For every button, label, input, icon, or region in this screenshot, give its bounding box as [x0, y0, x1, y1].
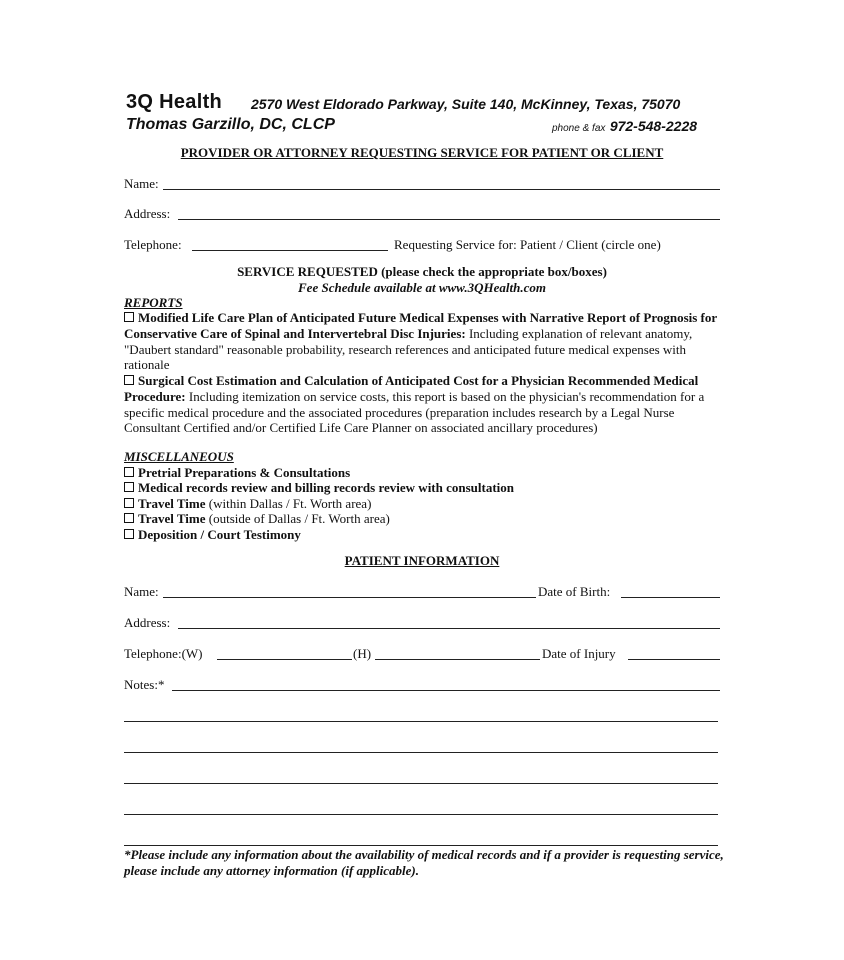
notes-field-line-4[interactable] [124, 783, 718, 784]
footnote: *Please include any information about the availability of medical records and if a provider is requesting service, please include any attorney information (if applicable). [124, 847, 724, 878]
notes-field-line-1[interactable] [172, 690, 720, 691]
patient-injury-field[interactable] [628, 659, 720, 660]
requester-address-label: Address: [124, 206, 171, 221]
notes-label: Notes:* [124, 677, 165, 692]
patient-telephone-h-field[interactable] [375, 659, 540, 660]
requester-name-label: Name: [124, 176, 159, 191]
notes-field-line-5[interactable] [124, 814, 718, 815]
header-address: 2570 West Eldorado Parkway, Suite 140, McKinney, Texas, 75070 [251, 96, 681, 112]
requester-section-title: PROVIDER OR ATTORNEY REQUESTING SERVICE FOR PATIENT OR CLIENT [180, 145, 664, 160]
misc-item-travel-outside [124, 511, 390, 527]
surgical-cost-checkbox[interactable] [124, 375, 134, 385]
service-title: SERVICE REQUESTED (please check the appropriate box/boxes) [237, 264, 607, 279]
report1-title: Modified Life Care Plan of Anticipated Future Medical Expenses with Narrative Report of Prognosis for Conservative Care of Spinal and Intervertebral Disc Injuries: [124, 310, 717, 341]
phone-block [552, 118, 697, 136]
travel-within-checkbox[interactable] [124, 498, 134, 508]
report-option-life-care-plan [124, 310, 724, 373]
requester-name-field[interactable] [163, 189, 720, 190]
misc-item-label: Pretrial Preparations & Consultations [138, 465, 351, 480]
misc-item-pretrial [124, 465, 350, 481]
patient-telephone-h-label: (H) [353, 646, 372, 661]
misc-item-detail: (within Dallas / Ft. Worth area) [205, 496, 372, 511]
travel-outside-checkbox[interactable] [124, 513, 134, 523]
provider-name: Thomas Garzillo, DC, CLCP [126, 116, 335, 133]
patient-telephone-w-field[interactable] [217, 659, 352, 660]
patient-telephone-w-label: Telephone:(W) [124, 646, 203, 661]
patient-address-field[interactable] [178, 628, 720, 629]
brand-name: 3Q Health [126, 91, 223, 113]
records-review-checkbox[interactable] [124, 482, 134, 492]
phone-number: 972-548-2228 [609, 118, 698, 134]
misc-item-label: Medical records review and billing records review with consultation [138, 480, 515, 495]
patient-name-field[interactable] [163, 597, 536, 598]
life-care-plan-checkbox[interactable] [124, 312, 134, 322]
misc-item-travel-within [124, 496, 371, 512]
requester-telephone-label: Telephone: [124, 237, 182, 252]
report1-description: Including explanation of relevant anatomy, "Daubert standard" reasonable probability, research references and anticipated future medical expenses with rationale [124, 325, 693, 373]
misc-item-detail: (outside of Dallas / Ft. Worth area) [205, 511, 390, 526]
fee-schedule-note: Fee Schedule available at www.3QHealth.com [298, 280, 546, 295]
misc-item-label: Travel Time [138, 496, 206, 511]
requester-telephone-field[interactable] [192, 250, 388, 251]
requester-address-field[interactable] [178, 219, 720, 220]
report-option-surgical-cost [124, 373, 724, 436]
requesting-service-for: Requesting Service for: Patient / Client (circle one) [394, 237, 661, 252]
patient-dob-label: Date of Birth: [538, 584, 611, 599]
patient-injury-label: Date of Injury [542, 646, 616, 661]
report2-description: Including itemization on service costs, this report is based on the physician's recommendation for a specific medical procedure and the associated procedures (preparation includes research by a Legal Nurse Consultant Certified and/or Certified Life Care Planner on associated ancillary procedures) [124, 388, 705, 436]
reports-heading: REPORTS [124, 295, 183, 310]
misc-item-label: Travel Time [138, 511, 206, 526]
notes-field-line-6[interactable] [124, 845, 718, 846]
patient-dob-field[interactable] [621, 597, 720, 598]
pretrial-checkbox[interactable] [124, 467, 134, 477]
phone-label: phone & fax [552, 123, 606, 134]
patient-address-label: Address: [124, 615, 171, 630]
patient-name-label: Name: [124, 584, 159, 599]
report2-title: Surgical Cost Estimation and Calculation of Anticipated Cost for a Physician Recommended Medical Procedure: [124, 373, 699, 404]
patient-section-title: PATIENT INFORMATION [344, 553, 500, 568]
misc-item-records-review [124, 480, 514, 496]
notes-field-line-3[interactable] [124, 752, 718, 753]
misc-item-label: Deposition / Court Testimony [138, 527, 301, 542]
deposition-checkbox[interactable] [124, 529, 134, 539]
notes-field-line-2[interactable] [124, 721, 718, 722]
misc-heading: MISCELLANEOUS [124, 449, 234, 464]
misc-item-deposition [124, 527, 301, 543]
